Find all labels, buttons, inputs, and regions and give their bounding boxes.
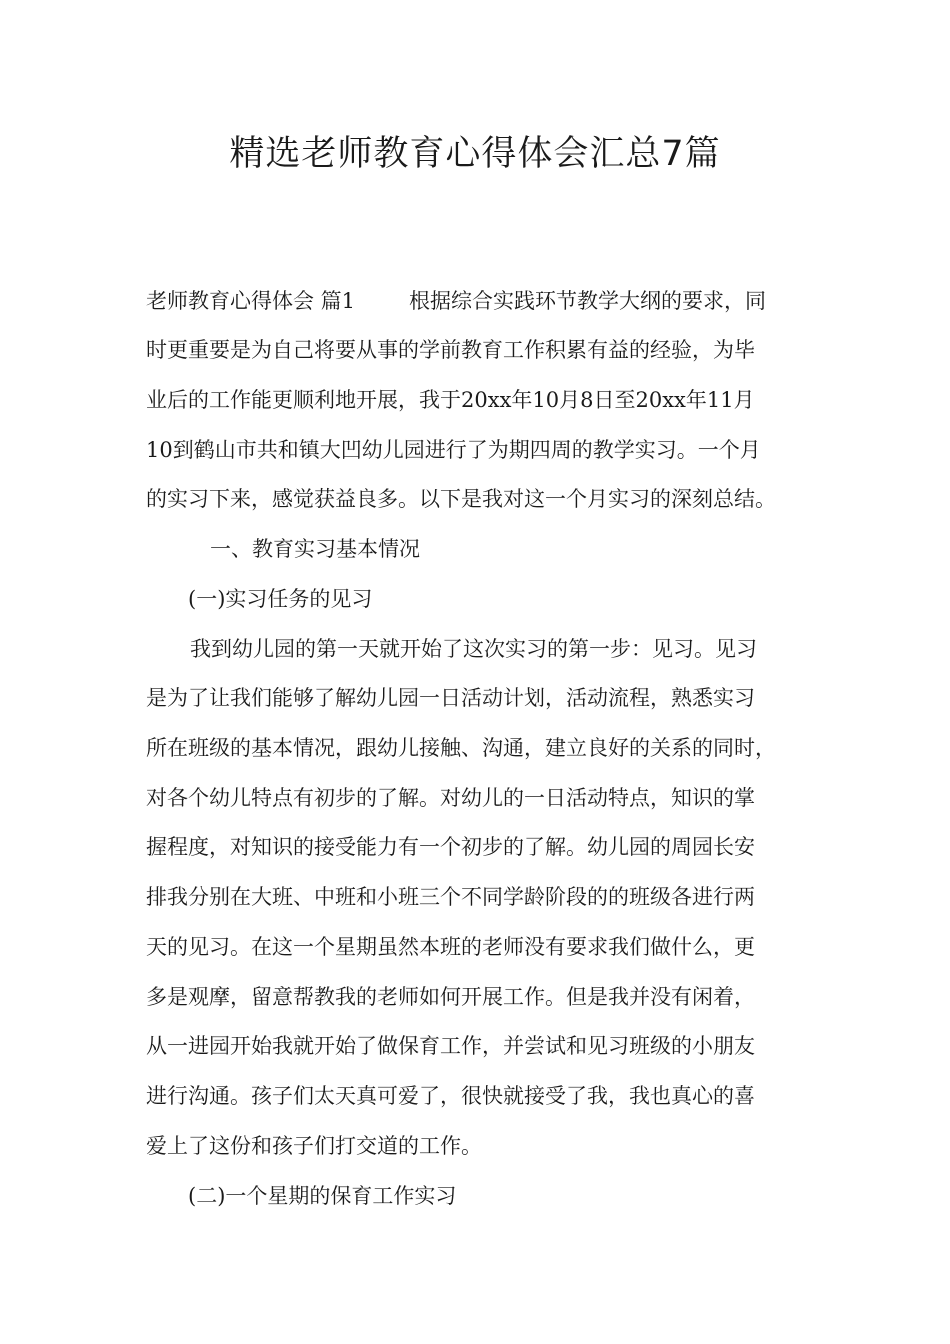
paragraph-line: 时更重要是为自己将要从事的学前教育工作积累有益的经验，为毕 (146, 338, 755, 362)
paragraph-text: 根据综合实践环节教学大纲的要求，同 (409, 289, 767, 313)
paragraph-line: 进行沟通。孩子们太天真可爱了，很快就接受了我，我也真心的喜 (146, 1084, 755, 1108)
paragraph-line: 从一进园开始我就开始了做保育工作，并尝试和见习班级的小朋友 (146, 1034, 755, 1058)
paragraph-line: 天的见习。在这一个星期虽然本班的老师没有要求我们做什么，更 (146, 935, 755, 959)
paragraph-line: 的实习下来，感觉获益良多。以下是我对这一个月实习的深刻总结。 (146, 487, 776, 511)
paragraph-line: 爱上了这份和孩子们打交道的工作。 (146, 1134, 482, 1158)
paragraph-line (146, 286, 766, 316)
paragraph-line: 对各个幼儿特点有初步的了解。对幼儿的一日活动特点，知识的掌 (146, 786, 755, 810)
section-heading: 一、教育实习基本情况 (210, 537, 420, 561)
paragraph-line: 握程度，对知识的接受能力有一个初步的了解。幼儿园的周园长安 (146, 835, 755, 859)
paragraph-line: 10到鹤山市共和镇大凹幼儿园进行了为期四周的教学实习。一个月 (146, 438, 761, 462)
paragraph-line: 我到幼儿园的第一天就开始了这次实习的第一步：见习。见习 (190, 637, 757, 661)
paragraph-line: 所在班级的基本情况，跟幼儿接触、沟通，建立良好的关系的同时， (146, 736, 776, 760)
paragraph-line: 是为了让我们能够了解幼儿园一日活动计划，活动流程，熟悉实习 (146, 686, 755, 710)
document-title: 精选老师教育心得体会汇总7篇 (229, 134, 721, 174)
paragraph-line: 多是观摩，留意帮教我的老师如何开展工作。但是我并没有闲着， (146, 985, 755, 1009)
subsection-heading: (二)一个星期的保育工作实习 (188, 1184, 457, 1208)
paragraph-line: 排我分别在大班、中班和小班三个不同学龄阶段的的班级各进行两 (146, 885, 755, 909)
section-heading: 老师教育心得体会 篇1 (146, 289, 356, 313)
paragraph-line: 业后的工作能更顺利地开展，我于20xx年10月8日至20xx年11月 (146, 388, 755, 412)
subsection-heading: (一)实习任务的见习 (188, 587, 373, 611)
